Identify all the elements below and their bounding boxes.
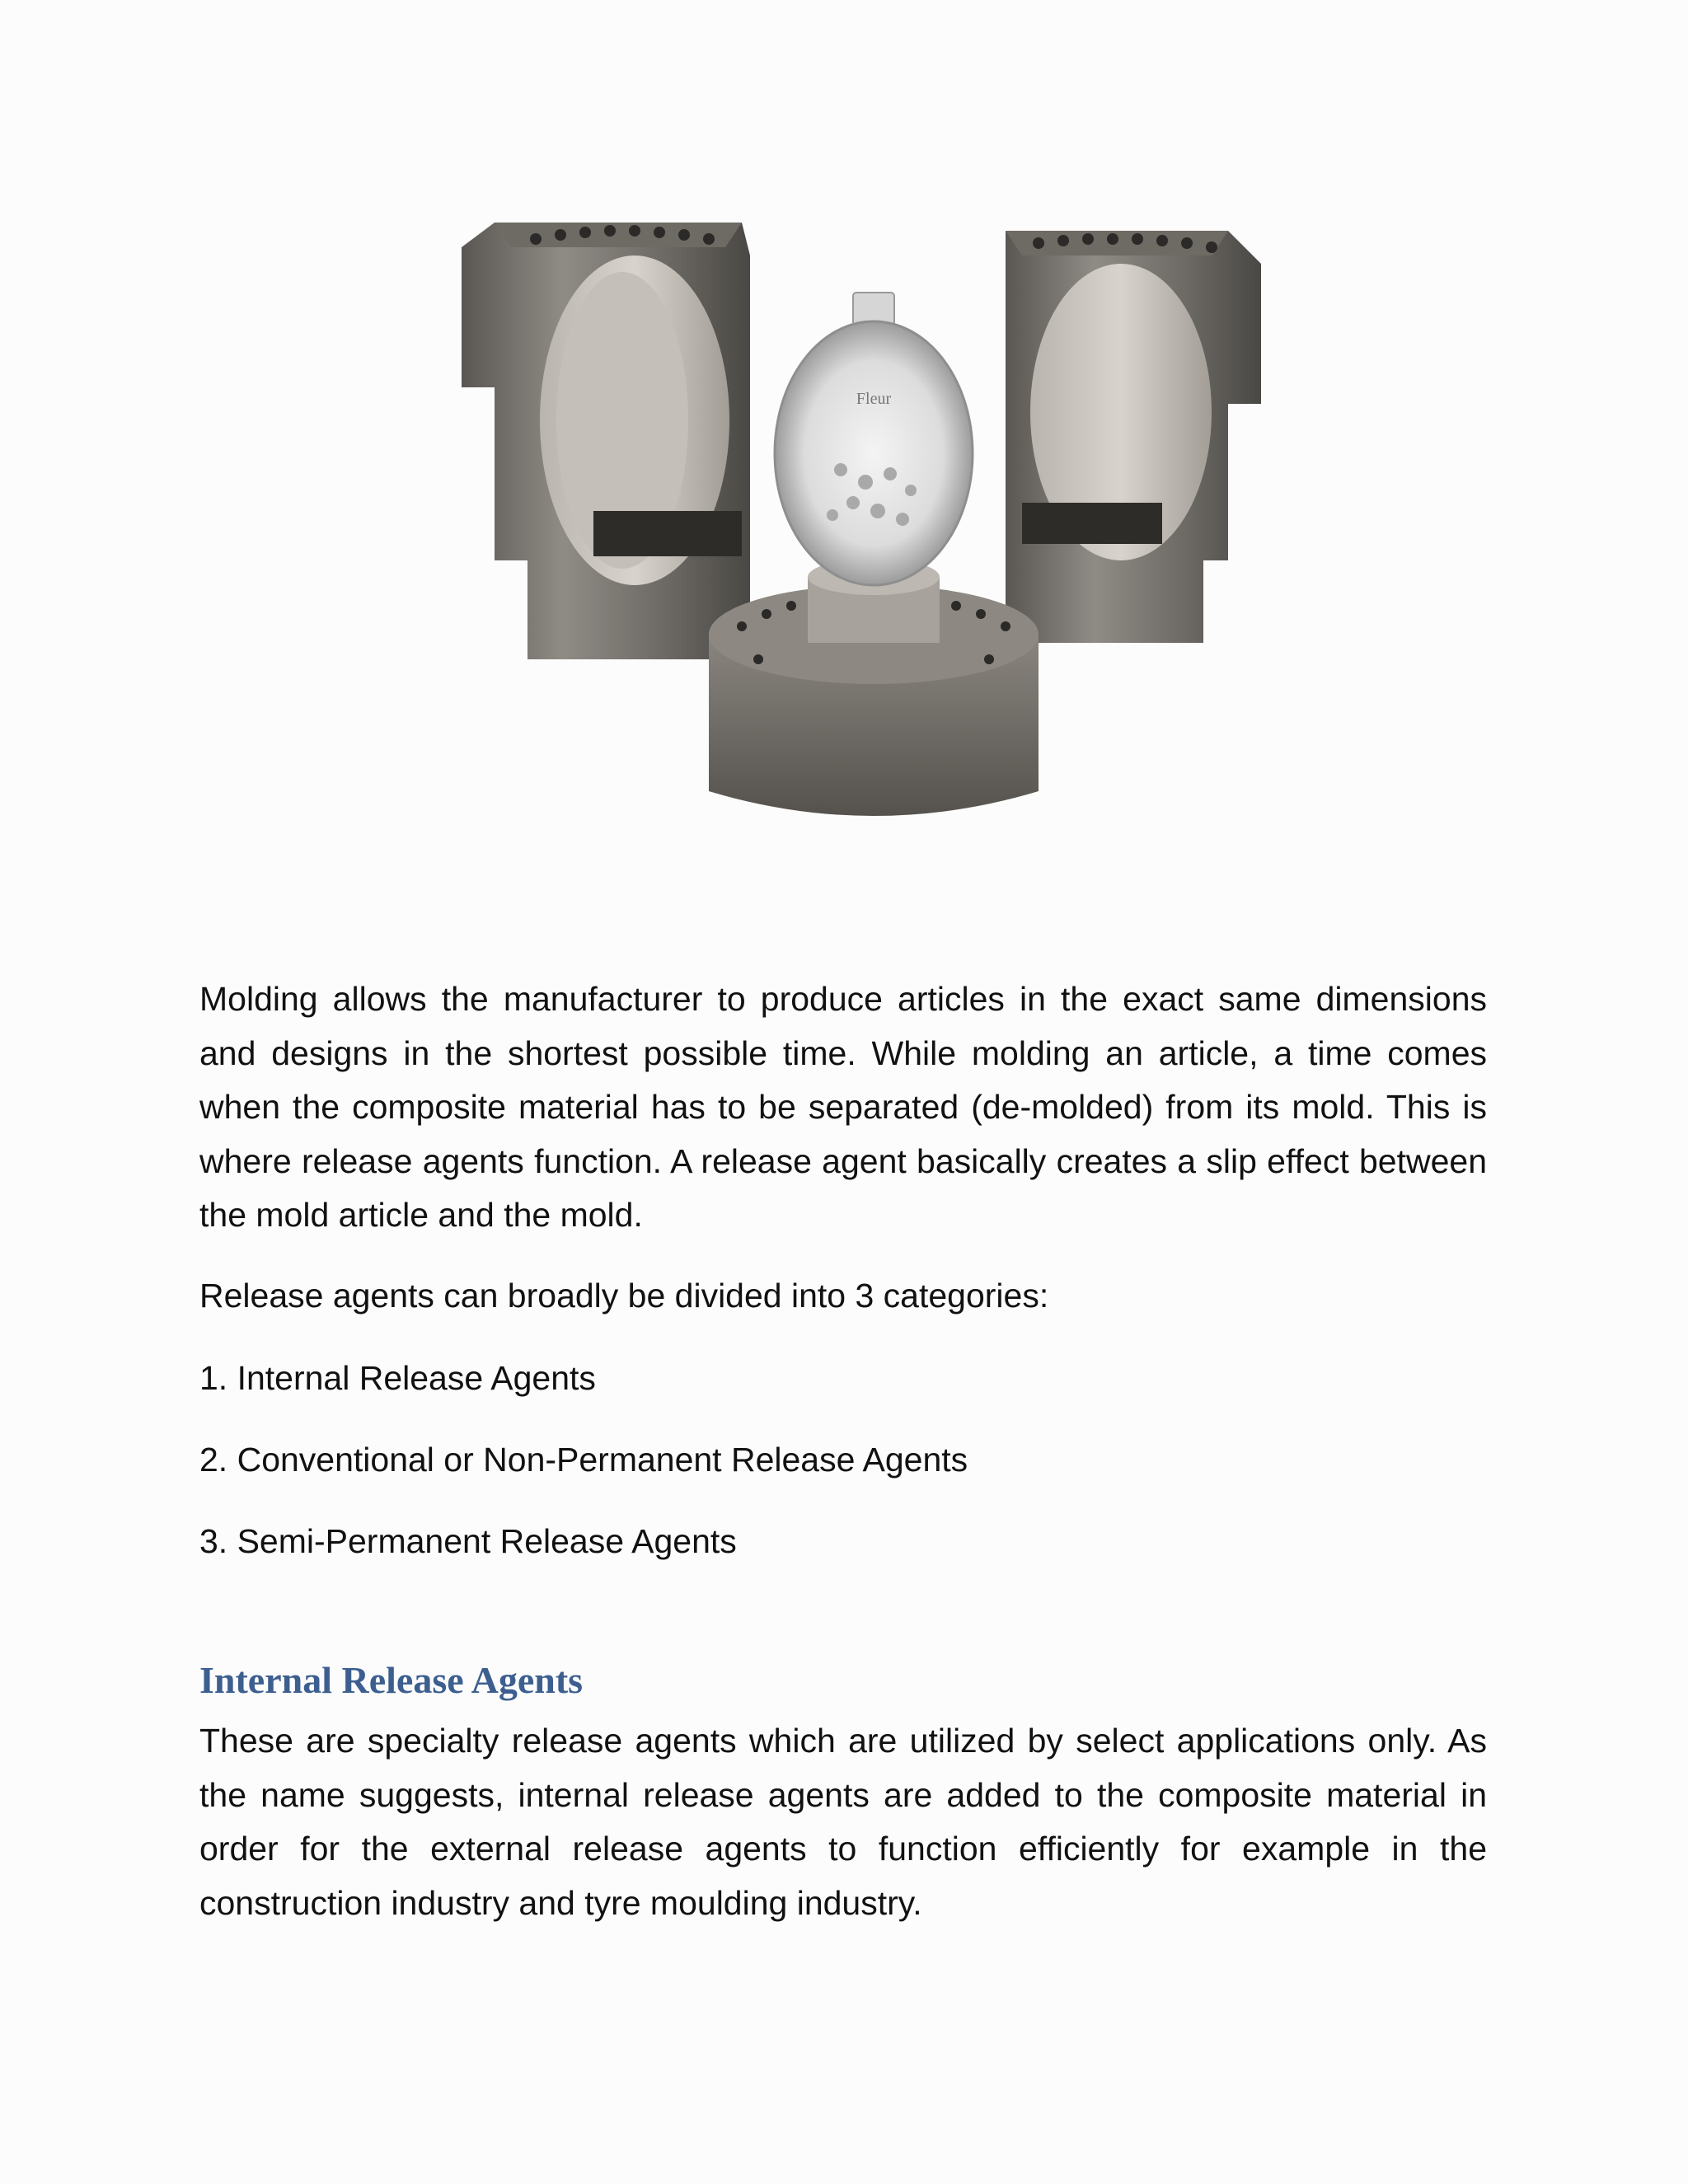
section-body: These are specialty release agents which are utilized by select applications only. As the name suggests, internal release agents are added to the composite material in order for the external release agents to function efficiently for example in the construction industry and tyre moulding industry. — [199, 1722, 1487, 1922]
list-item: 2. Conventional or Non-Permanent Release Agents — [199, 1441, 968, 1479]
section-heading: Internal Release Agents — [199, 1659, 584, 1701]
intro-paragraph: Molding allows the manufacturer to produce articles in the exact same dimensions and designs in the shortest possible time. While molding an article, a time comes when the composite material has to be separated (de-molded) from its mold. This is where release agents function. A release agent basically creates a slip effect between the mold article and the mold. — [199, 980, 1487, 1235]
glass-bottle — [775, 293, 973, 585]
list-item: 1. Internal Release Agents — [199, 1359, 596, 1397]
mold-base — [709, 559, 1039, 816]
categories-intro: Release agents can broadly be divided into 3 categories: — [199, 1277, 1049, 1315]
left-mold-half — [462, 223, 750, 659]
mold-photo — [445, 198, 1311, 849]
right-mold-half — [1006, 231, 1261, 643]
bottle-label: Fleur — [856, 390, 892, 408]
list-item: 3. Semi-Permanent Release Agents — [199, 1522, 737, 1560]
